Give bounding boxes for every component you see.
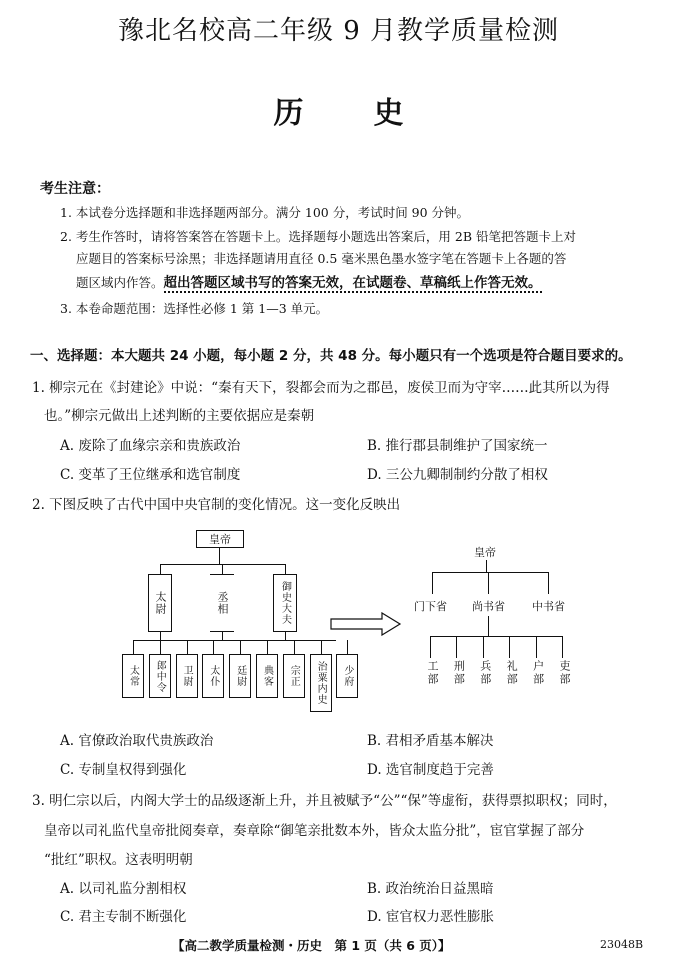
- connector: [285, 564, 286, 574]
- left-bottom-box-6: 典客: [256, 654, 278, 698]
- connector: [222, 564, 223, 574]
- left-bottom-box-2: 郎中令: [149, 654, 171, 698]
- right-province-2: 尚书省: [472, 600, 505, 613]
- q3-option-c[interactable]: C. 君主专制不断强化: [60, 909, 187, 925]
- connector: [267, 640, 268, 654]
- right-ministry-2: 刑部: [452, 660, 466, 686]
- q3-option-d[interactable]: D. 宦官权力恶性膨胀: [367, 909, 494, 925]
- connector: [430, 636, 562, 637]
- notice-item-1: 1. 本试卷分选择题和非选择题两部分。满分 100 分，考试时间 90 分钟。: [60, 205, 470, 220]
- left-bottom-box-1: 太常: [122, 654, 144, 698]
- q1-option-b[interactable]: B. 推行郡县制维护了国家统一: [367, 438, 548, 454]
- connector: [160, 632, 161, 640]
- connector: [133, 640, 134, 654]
- connector: [548, 572, 549, 594]
- left-bottom-box-7: 宗正: [283, 654, 305, 698]
- right-ministry-6: 吏部: [558, 660, 571, 686]
- page-footer: 【高二教学质量检测・历史 第 1 页（共 6 页）】: [172, 938, 451, 953]
- connector: [321, 640, 322, 654]
- connector: [486, 560, 487, 572]
- connector: [294, 640, 295, 654]
- connector: [536, 636, 537, 658]
- connector: [488, 572, 489, 594]
- q3-option-b[interactable]: B. 政治统治日益黑暗: [367, 881, 494, 897]
- connector: [285, 632, 286, 640]
- right-ministry-1: 工部: [426, 660, 439, 686]
- exam-code: 23048B: [600, 938, 644, 951]
- q3-stem-line3: “批红”职权。这表明明朝: [44, 852, 193, 868]
- subject-title: 历史: [273, 96, 474, 131]
- connector: [509, 636, 510, 658]
- q3-stem-line2: 皇帝以司礼监代皇帝批阅奏章，奏章除“御笔亲批数本外，皆众太监分批”，宦官掌握了部分: [44, 823, 585, 839]
- left-bottom-box-9: 少府: [336, 654, 358, 698]
- connector: [160, 640, 161, 654]
- notice-item-2-cont2: [76, 274, 542, 292]
- notice-heading: 考生注意：: [40, 181, 110, 197]
- q2-option-d[interactable]: D. 选官制度趋于完善: [367, 762, 494, 778]
- right-province-1: 门下省: [414, 600, 447, 613]
- left-bottom-box-8: 治粟内史: [310, 654, 332, 712]
- connector: [240, 640, 241, 654]
- connector: [187, 640, 188, 654]
- connector: [160, 564, 161, 574]
- right-emperor-label: 皇帝: [474, 546, 496, 559]
- connector: [222, 632, 223, 640]
- notice-emphasis: 超出答题区域书写的答案无效，在试题卷、草稿纸上作答无效。: [163, 275, 542, 291]
- q1-option-a[interactable]: A. 废除了血缘宗亲和贵族政治: [60, 438, 241, 454]
- q3-stem-line1: 3. 明仁宗以后，内阁大学士的品级逐渐上升，并且被赋予“公”“保”等虚衔，获得票拟职权；同时，: [32, 793, 617, 809]
- q2-option-b[interactable]: B. 君相矛盾基本解决: [367, 733, 494, 749]
- right-ministry-4: 礼部: [505, 660, 519, 686]
- q3-option-a[interactable]: A. 以司礼监分割相权: [60, 881, 187, 897]
- connector: [562, 636, 563, 658]
- right-province-3: 中书省: [532, 600, 565, 613]
- left-bottom-box-3: 卫尉: [176, 654, 198, 698]
- notice-item-2-tail: 题区域内作答。: [76, 275, 164, 290]
- right-ministry-5: 户部: [531, 660, 545, 686]
- right-ministry-3: 兵部: [478, 660, 492, 686]
- notice-item-2-cont: 应题目的答案标号涂黑；非选择题请用直径 0.5 毫米黑色墨水签字笔在答题卡上各题的答: [76, 251, 567, 266]
- q1-option-d[interactable]: D. 三公九卿制制约分散了相权: [367, 467, 548, 483]
- connector: [213, 640, 214, 654]
- q2-option-c[interactable]: C. 专制皇权得到强化: [60, 762, 187, 778]
- exam-title: 豫北名校高二年级 9 月教学质量检测: [117, 16, 560, 46]
- connector: [219, 548, 220, 564]
- connector: [134, 640, 336, 641]
- q1-stem-line1: 1. 柳宗元在《封建论》中说：“秦有天下，裂都会而为之郡邑，废侯卫而为守宰……此其所以为得: [32, 380, 610, 396]
- left-top-box-1: 太尉: [148, 574, 172, 632]
- q2-option-a[interactable]: A. 官僚政治取代贵族政治: [60, 733, 214, 749]
- left-bottom-box-4: 太仆: [202, 654, 224, 698]
- connector: [432, 572, 548, 573]
- left-bottom-box-5: 廷尉: [229, 654, 251, 698]
- connector: [483, 636, 484, 658]
- notice-item-2: 2. 考生作答时，请将答案答在答题卡上。选择题每小题选出答案后，用 2B 铅笔把答题卡上对: [60, 229, 576, 244]
- transition-arrow-icon: [330, 612, 402, 636]
- connector: [488, 616, 489, 636]
- connector: [432, 572, 433, 594]
- left-top-box-3: 御史大夫: [273, 574, 297, 632]
- connector: [456, 636, 457, 658]
- q1-option-c[interactable]: C. 变革了王位继承和选官制度: [60, 467, 241, 483]
- left-emperor-box: 皇帝: [196, 530, 244, 548]
- left-top-box-2: 丞相: [210, 574, 234, 632]
- notice-item-3: 3. 本卷命题范围：选择性必修 1 第 1—3 单元。: [60, 301, 329, 316]
- connector: [430, 636, 431, 658]
- section-heading: 一、选择题：本大题共 24 小题，每小题 2 分，共 48 分。每小题只有一个选项是符合题目要求的。: [30, 348, 632, 364]
- q1-stem-line2: 也。”柳宗元做出上述判断的主要依据应是秦朝: [44, 408, 315, 424]
- connector: [347, 640, 348, 654]
- q2-stem: 2. 下图反映了古代中国中央官制的变化情况。这一变化反映出: [32, 497, 401, 513]
